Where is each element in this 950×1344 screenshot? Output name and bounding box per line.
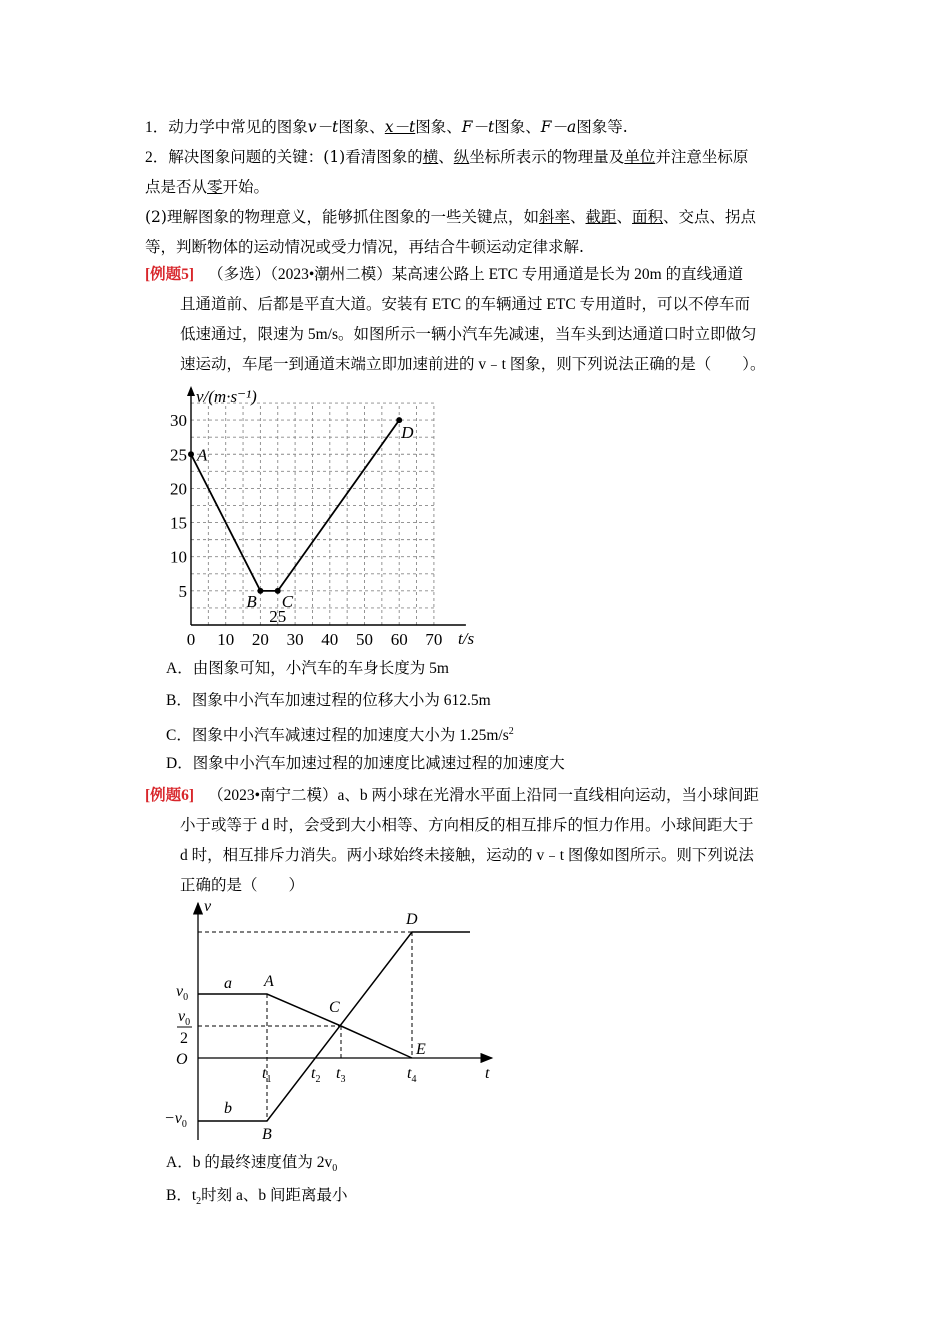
chart1-grid xyxy=(191,403,434,625)
intro-point-1 xyxy=(145,117,628,138)
point-label: D xyxy=(401,423,414,443)
y-label-v0: $v_0$ xyxy=(176,983,189,1003)
chart1-x-axis-label: t/s xyxy=(458,629,475,648)
x-tick-label: 20 xyxy=(251,630,269,649)
point-label-D: D xyxy=(406,911,418,928)
x-axis-label: t xyxy=(485,1065,490,1082)
example6-option-b-pre: B．t xyxy=(166,1187,197,1204)
vt-chart-example5 xyxy=(160,380,490,655)
data-point xyxy=(257,588,263,594)
example5-option-a[interactable]: A．由图象可知，小汽车的车身长度为 5m xyxy=(166,660,449,677)
example6-option-a[interactable] xyxy=(166,1153,337,1179)
example6-line-2: 小于或等于 d 时，会受到大小相等、方向相反的相互排斥的恒力作用。小球间距大于 xyxy=(180,817,754,834)
intro-point-2 xyxy=(145,147,748,168)
y-tick-label: 25 xyxy=(170,445,187,465)
intro-1-a: 图象、 xyxy=(338,118,385,136)
intro-2b-pre: 点是否从 xyxy=(145,178,208,196)
intro-1-b: 图象、 xyxy=(415,118,462,136)
y-tick-label: 30 xyxy=(170,411,187,431)
intro-2-m1: 、 xyxy=(438,148,454,166)
intro-1-d: 图象等. xyxy=(576,118,628,136)
point-label-E: E xyxy=(416,1041,426,1058)
intro-3-m1: 、 xyxy=(569,208,586,226)
intro-1-c: 图象、 xyxy=(494,118,541,136)
intro-3-post: 、交点、拐点 xyxy=(663,208,757,226)
data-point xyxy=(188,451,194,457)
y-label-neg-v0: $-v_0$ xyxy=(164,1110,187,1130)
example5-line-1 xyxy=(145,265,743,285)
example6-line-3: d 时，相互排斥力消失。两小球始终未接触，运动的 v﹣t 图像如图所示。则下列说法 xyxy=(180,847,754,864)
y-tick-label: 15 xyxy=(170,513,187,533)
intro-point-2-cont xyxy=(145,177,269,197)
intro-3-pre: (2)理解图象的物理意义，能够抓住图象的一些关键点，如 xyxy=(145,208,539,226)
y-tick-label: 20 xyxy=(170,479,187,499)
x-tick-label: 60 xyxy=(390,630,408,649)
intro-1-vt: v－t xyxy=(307,118,339,136)
example6-option-b-post: 时刻 a、b 间距离最小 xyxy=(201,1187,348,1204)
example5-line-4: 速运动，车尾一到通道末端立即加速前进的 v﹣t 图象，则下列说法正确的是（ ）。 xyxy=(180,356,766,373)
x-label-t1: $t_1$ xyxy=(262,1065,272,1085)
intro-3-u2: 截距 xyxy=(585,208,617,226)
point-label: B xyxy=(246,591,257,611)
example6-tag: [例题6] xyxy=(145,787,195,804)
origin-label: O xyxy=(176,1051,188,1068)
example6-line-4: 正确的是（ ） xyxy=(180,877,305,894)
x-tick-label: 30 xyxy=(286,630,304,649)
intro-2-u2: 纵 xyxy=(453,148,470,166)
point-label: A xyxy=(197,445,208,465)
y-tick-label: 10 xyxy=(170,547,187,567)
x-tick-label: 10 xyxy=(217,630,235,649)
x-tick-label: 70 xyxy=(425,630,443,649)
chart1-y-axis-label: v/(m·s⁻¹) xyxy=(196,387,257,406)
intro-3-u3: 面积 xyxy=(632,208,664,226)
example5-option-d[interactable]: D．图象中小汽车加速过程的加速度比减速过程的加速度大 xyxy=(166,755,565,772)
intro-2-m2: 坐标所表示的物理量及 xyxy=(469,148,625,166)
example6-option-b-sub: 2 xyxy=(196,1196,202,1208)
point-label: C xyxy=(281,591,294,611)
intro-1-number: 1． xyxy=(145,119,169,136)
chart1-series xyxy=(188,417,414,611)
x-label-t2: $t_2$ xyxy=(311,1065,321,1085)
intro-point-3 xyxy=(145,207,756,227)
intro-1-xt: x－t xyxy=(384,118,416,136)
example5-text-1: （多选）（2023•潮州二模）某高速公路上 ETC 专用通道是长为 20m 的直线通道 xyxy=(208,266,744,283)
y-axis-arrow xyxy=(187,386,195,396)
intro-2b-u1: 零 xyxy=(207,178,223,196)
example5-option-c[interactable] xyxy=(166,722,514,746)
y-axis-label: v xyxy=(204,898,212,915)
series-b-name: b xyxy=(224,1100,232,1117)
intro-1-text: 动力学中常见的图象 xyxy=(168,118,308,136)
example5-option-b[interactable]: B．图象中小汽车加速过程的位移大小为 612.5m xyxy=(166,692,491,709)
point-label-B: B xyxy=(262,1126,272,1143)
example6-option-a-sub: 0 xyxy=(332,1163,338,1175)
point-label-C: C xyxy=(329,999,340,1016)
example5-line-3: 低速通过，限速为 5m/s。如图所示一辆小汽车先减速，当车头到达通道口时立即做匀 xyxy=(180,326,757,343)
x-tick-label: 40 xyxy=(321,630,339,649)
intro-2b-post: 开始。 xyxy=(222,178,270,196)
x-tick-label: 0 xyxy=(186,630,196,649)
intro-1-fa: F－a xyxy=(540,118,577,136)
series-a-name: a xyxy=(224,975,232,992)
intro-2-number: 2． xyxy=(145,149,169,166)
example6-option-a-text: A．b 的最终速度值为 2v xyxy=(166,1154,333,1171)
intro-2-post: 并注意坐标原 xyxy=(655,148,749,166)
intro-1-ft: F－t xyxy=(461,118,495,136)
x-label-t4: $t_4$ xyxy=(407,1065,417,1085)
y-tick-label: 5 xyxy=(178,581,187,601)
intro-2-text: 解决图象问题的关键：(1)看清图象的 xyxy=(168,148,423,166)
x-tick-label: 50 xyxy=(356,630,373,649)
example6-text-1: （2023•南宁二模）a、b 两小球在光滑水平面上沿同一直线相向运动，当小球间距 xyxy=(208,787,760,804)
y-label-half-num: $v_0$ xyxy=(178,1008,191,1028)
point-label-A: A xyxy=(264,973,274,990)
chart2-lines xyxy=(198,903,492,1140)
example6-option-b[interactable] xyxy=(166,1186,348,1212)
chart1-ticks xyxy=(170,411,442,649)
x-label-t3: $t_3$ xyxy=(336,1065,346,1085)
intro-3-m2: 、 xyxy=(616,208,633,226)
intro-2-u1: 横 xyxy=(422,148,439,166)
y-label-half-den: 2 xyxy=(180,1030,188,1047)
example5-line-2: 且通道前、后都是平直大道。安装有 ETC 的车辆通过 ETC 专用道时，可以不停车而 xyxy=(180,296,751,313)
intro-2-u3: 单位 xyxy=(624,148,656,166)
vt-chart-example6 xyxy=(160,895,505,1150)
intro-3-u1: 斜率 xyxy=(538,208,570,226)
example6-line-1 xyxy=(145,786,759,806)
data-point xyxy=(275,588,281,594)
chart1-extra-tick-label: 25 xyxy=(269,606,287,626)
intro-point-3-cont: 等，判断物体的运动情况或受力情况，再结合牛顿运动定律求解. xyxy=(145,238,584,256)
example5-option-c-sup: 2 xyxy=(508,726,514,737)
example5-tag: [例题5] xyxy=(145,266,195,283)
example5-option-c-text: C．图象中小汽车减速过程的加速度大小为 1.25m/s xyxy=(166,727,509,745)
